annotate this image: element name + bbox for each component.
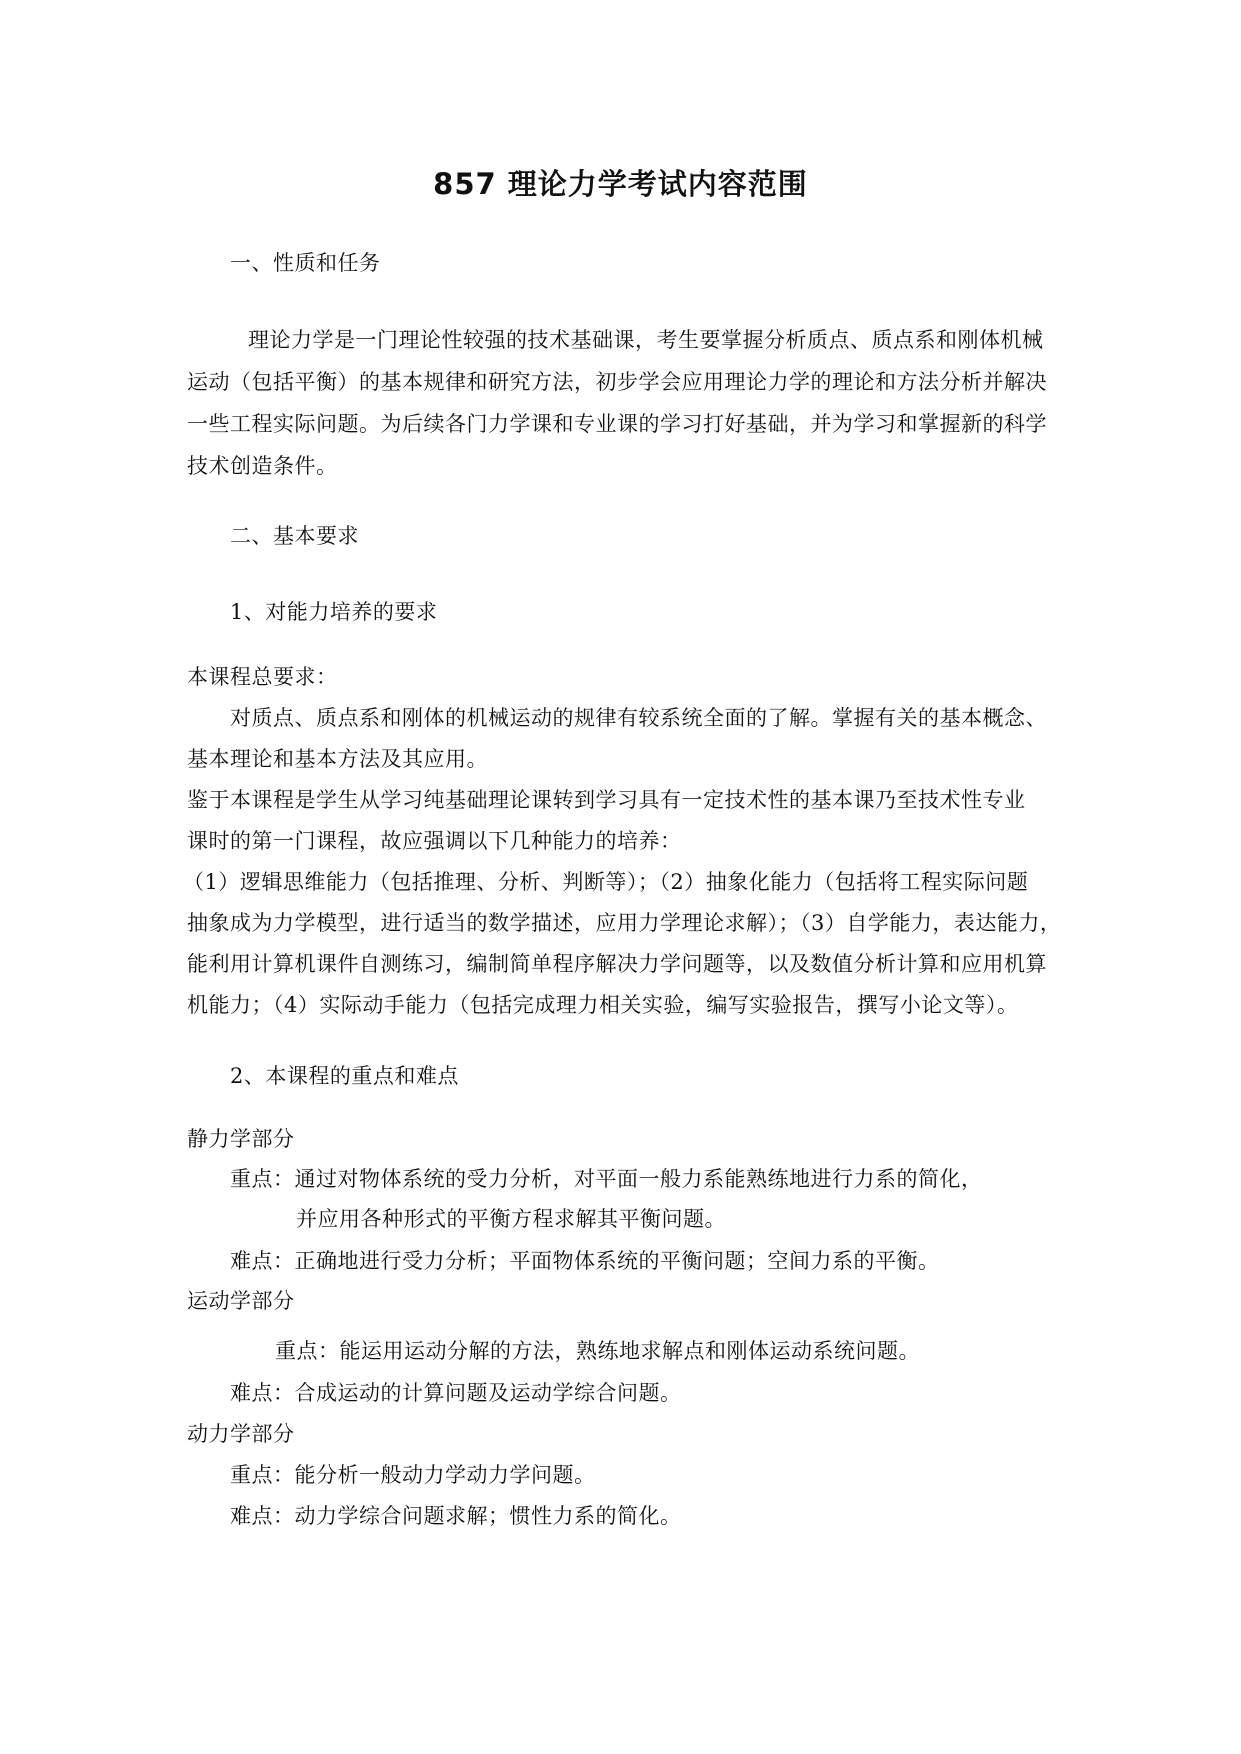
page-title: 857 理论力学考试内容范围 <box>433 167 808 201</box>
paragraph-line: 能利用计算机课件自测练习，编制简单程序解决力学问题等，以及数值分析计算和应用机算 <box>187 952 1047 976</box>
part-label-statics: 静力学部分 <box>187 1127 295 1151</box>
paragraph-line: 技术创造条件。 <box>187 454 338 478</box>
paragraph-line: 机能力；（4）实际动手能力（包括完成理力相关实验，编写实验报告，撰写小论文等）。 <box>187 993 1019 1017</box>
paragraph-line: 对质点、质点系和刚体的机械运动的规律有较系统全面的了解。掌握有关的基本概念、 <box>230 706 1047 730</box>
statics-key-point: 重点：通过对物体系统的受力分析，对平面一般力系能熟练地进行力系的简化， <box>230 1167 983 1191</box>
kinematics-difficult-point: 难点：合成运动的计算问题及运动学综合问题。 <box>230 1381 682 1405</box>
part-label-kinematics: 运动学部分 <box>187 1289 295 1313</box>
section-heading-requirements: 二、基本要求 <box>230 524 359 548</box>
subsection-heading-ability: 1、对能力培养的要求 <box>230 600 438 624</box>
paragraph-line: 理论力学是一门理论性较强的技术基础课，考生要掌握分析质点、质点系和刚体机械 <box>248 328 1044 352</box>
paragraph-line: 本课程总要求： <box>187 665 338 689</box>
kinematics-key-point: 重点：能运用运动分解的方法，熟练地求解点和刚体运动系统问题。 <box>275 1339 920 1363</box>
subsection-heading-key-points: 2、本课程的重点和难点 <box>230 1064 459 1088</box>
dynamics-key-point: 重点：能分析一般动力学动力学问题。 <box>230 1463 596 1487</box>
dynamics-difficult-point: 难点：动力学综合问题求解；惯性力系的简化。 <box>230 1504 682 1528</box>
paragraph-line: 课时的第一门课程，故应强调以下几种能力的培养： <box>187 829 682 853</box>
paragraph-line: 运动（包括平衡）的基本规律和研究方法，初步学会应用理论力学的理论和方法分析并解决 <box>187 370 1047 394</box>
paragraph-line: 基本理论和基本方法及其应用。 <box>187 747 488 771</box>
statics-difficult-point: 难点：正确地进行受力分析；平面物体系统的平衡问题；空间力系的平衡。 <box>230 1249 940 1273</box>
paragraph-line: 一些工程实际问题。为后续各门力学课和专业课的学习打好基础，并为学习和掌握新的科学 <box>187 412 1047 436</box>
section-heading-nature: 一、性质和任务 <box>230 251 381 275</box>
paragraph-line: 抽象成为力学模型，进行适当的数学描述，应用力学理论求解）；（3）自学能力，表达能力， <box>187 911 1062 935</box>
statics-key-point-continued: 并应用各种形式的平衡方程求解其平衡问题。 <box>296 1207 726 1231</box>
paragraph-line: （1）逻辑思维能力（包括推理、分析、判断等）；（2）抽象化能力（包括将工程实际问题 <box>183 870 1029 894</box>
paragraph-line: 鉴于本课程是学生从学习纯基础理论课转到学习具有一定技术性的基本课乃至技术性专业 <box>187 788 1026 812</box>
part-label-dynamics: 动力学部分 <box>187 1422 295 1446</box>
